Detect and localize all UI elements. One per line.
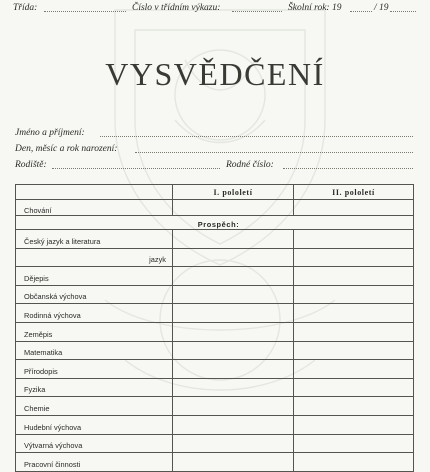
grade-first-cell[interactable] bbox=[173, 453, 294, 472]
grade-first-cell[interactable] bbox=[173, 285, 294, 304]
first-semester-header: I. pololetí bbox=[173, 185, 294, 200]
table-row bbox=[16, 453, 414, 472]
table-row bbox=[16, 304, 414, 323]
school-year-label: Školní rok: 19 bbox=[288, 3, 342, 13]
subject-label: Český jazyk a literatura bbox=[16, 230, 173, 249]
table-row bbox=[16, 434, 414, 453]
subject-label: Fyzika bbox=[16, 378, 173, 397]
subject-label: Výtvarná výchova bbox=[16, 434, 173, 453]
grade-second-cell[interactable] bbox=[294, 322, 414, 341]
birth-date-field[interactable] bbox=[135, 152, 413, 153]
header-corner bbox=[16, 185, 173, 200]
grade-first-cell[interactable] bbox=[173, 397, 294, 416]
subject-label: Občanská výchova bbox=[16, 285, 173, 304]
subject-label: jazyk bbox=[16, 248, 173, 267]
table-row bbox=[16, 397, 414, 416]
school-year-separator: / 19 bbox=[374, 3, 389, 13]
subject-label: Chemie bbox=[16, 397, 173, 416]
grade-second-cell[interactable] bbox=[294, 415, 414, 434]
grade-first-cell[interactable] bbox=[173, 434, 294, 453]
grade-second-cell[interactable] bbox=[294, 434, 414, 453]
class-field[interactable] bbox=[44, 11, 126, 12]
table-row bbox=[16, 248, 414, 267]
class-label: Třída: bbox=[13, 3, 38, 13]
table-row bbox=[16, 360, 414, 379]
conduct-row bbox=[16, 200, 414, 216]
conduct-label: Chování bbox=[16, 200, 173, 216]
grades-table bbox=[15, 184, 414, 472]
school-year-start-field[interactable] bbox=[350, 11, 372, 12]
conduct-first-cell[interactable] bbox=[173, 200, 294, 216]
grade-first-cell[interactable] bbox=[173, 378, 294, 397]
birthplace-label: Rodiště: bbox=[15, 160, 47, 170]
grade-second-cell[interactable] bbox=[294, 397, 414, 416]
subject-label: Dějepis bbox=[16, 267, 173, 286]
table-row bbox=[16, 285, 414, 304]
grade-second-cell[interactable] bbox=[294, 285, 414, 304]
grade-first-cell[interactable] bbox=[173, 415, 294, 434]
conduct-second-cell[interactable] bbox=[294, 200, 414, 216]
table-row bbox=[16, 267, 414, 286]
grade-second-cell[interactable] bbox=[294, 378, 414, 397]
second-semester-header: II. pololetí bbox=[294, 185, 414, 200]
grade-first-cell[interactable] bbox=[173, 322, 294, 341]
table-header-row bbox=[16, 185, 414, 200]
table-row bbox=[16, 322, 414, 341]
grade-first-cell[interactable] bbox=[173, 267, 294, 286]
subject-label: Matematika bbox=[16, 341, 173, 360]
grade-second-cell[interactable] bbox=[294, 230, 414, 249]
table-row bbox=[16, 415, 414, 434]
progress-header-row bbox=[16, 216, 414, 230]
grade-second-cell[interactable] bbox=[294, 304, 414, 323]
school-year-end-field[interactable] bbox=[390, 11, 416, 12]
register-number-label: Číslo v třídním výkazu: bbox=[132, 3, 221, 13]
register-number-field[interactable] bbox=[232, 11, 282, 12]
grade-first-cell[interactable] bbox=[173, 341, 294, 360]
birthplace-field[interactable] bbox=[52, 168, 220, 169]
birth-date-label: Den, měsíc a rok narození: bbox=[15, 144, 118, 154]
grade-second-cell[interactable] bbox=[294, 453, 414, 472]
grade-first-cell[interactable] bbox=[173, 304, 294, 323]
table-row bbox=[16, 378, 414, 397]
table-row bbox=[16, 341, 414, 360]
grade-first-cell[interactable] bbox=[173, 360, 294, 379]
progress-header: Prospěch: bbox=[16, 216, 414, 230]
subject-label: Zeměpis bbox=[16, 322, 173, 341]
subject-label: Hudební výchova bbox=[16, 415, 173, 434]
grade-first-cell[interactable] bbox=[173, 248, 294, 267]
table-row bbox=[16, 230, 414, 249]
grade-second-cell[interactable] bbox=[294, 248, 414, 267]
name-field[interactable] bbox=[100, 136, 413, 137]
name-label: Jméno a příjmení: bbox=[15, 128, 85, 138]
grade-second-cell[interactable] bbox=[294, 360, 414, 379]
subject-label: Přírodopis bbox=[16, 360, 173, 379]
subject-label: Rodinná výchova bbox=[16, 304, 173, 323]
document-title: VYSVĚDČENÍ bbox=[105, 56, 325, 92]
birth-number-label: Rodné číslo: bbox=[226, 160, 274, 170]
grade-first-cell[interactable] bbox=[173, 230, 294, 249]
subject-label: Pracovní činnosti bbox=[16, 453, 173, 472]
grade-second-cell[interactable] bbox=[294, 267, 414, 286]
grade-second-cell[interactable] bbox=[294, 341, 414, 360]
birth-number-field[interactable] bbox=[283, 168, 413, 169]
